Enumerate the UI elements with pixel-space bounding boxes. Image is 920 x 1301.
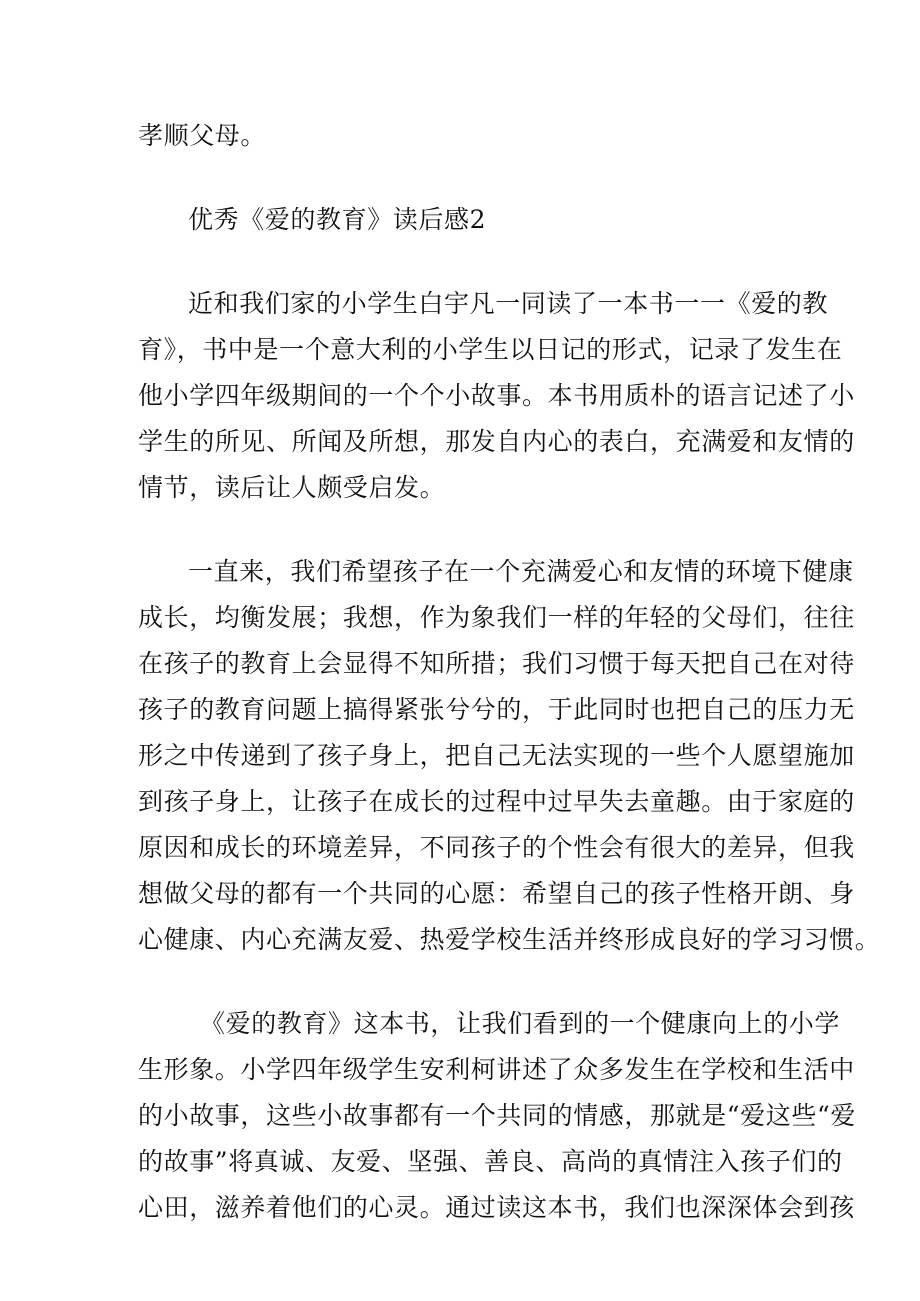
paragraph-1-line-3: 他小学四年级期间的一个个小故事。本书用质朴的语言记述了小 xyxy=(138,381,855,410)
paragraph-1-line-1: 近和我们家的小学生白宇凡一同读了一本书一一《爱的教 xyxy=(188,289,829,318)
paragraph-1-line-4: 学生的所见、所闻及所想，那发自内心的表白，充满爱和友情的 xyxy=(138,427,855,456)
paragraph-1-line-2: 育》，书中是一个意大利的小学生以日记的形式，记录了发生在 xyxy=(138,335,843,364)
paragraph-3-line-4: 的故事”将真诚、友爱、坚强、善良、高尚的真情注入孩子们的 xyxy=(138,1147,843,1176)
paragraph-2-line-3: 在孩子的教育上会显得不知所措；我们习惯于每天把自己在对待 xyxy=(138,649,855,678)
paragraph-2-line-6: 到孩子身上，让孩子在成长的过程中过早失去童趣。由于家庭的 xyxy=(138,787,855,816)
paragraph-2-line-2: 成长，均衡发展；我想，作为象我们一样的年轻的父母们，往往 xyxy=(138,603,855,632)
paragraph-3-line-2: 生形象。小学四年级学生安利柯讲述了众多发生在学校和生活中 xyxy=(138,1055,855,1084)
paragraph-2-line-9: 心健康、内心充满友爱、热爱学校生活并终形成良好的学习习惯。 xyxy=(138,925,881,954)
paragraph-2-line-8: 想做父母的都有一个共同的心愿：希望自己的孩子性格开朗、身 xyxy=(138,879,855,908)
paragraph-2-line-7: 原因和成长的环境差异，不同孩子的个性会有很大的差异，但我 xyxy=(138,833,855,862)
paragraph-3-line-3: 的小故事，这些小故事都有一个共同的情感，那就是“爱这些“爱 xyxy=(138,1101,856,1130)
paragraph-2-line-1: 一直来，我们希望孩子在一个充满爱心和友情的环境下健康 xyxy=(188,557,854,586)
paragraph-3-line-5: 心田，滋养着他们的心灵。通过读这本书，我们也深深体会到孩 xyxy=(138,1193,855,1222)
paragraph-end-line: 孝顺父母。 xyxy=(138,121,267,150)
paragraph-3-line-1: 《爱的教育》这本书，让我们看到的一个健康向上的小学 xyxy=(200,1009,841,1038)
section-heading: 优秀《爱的教育》读后感2 xyxy=(188,205,487,234)
paragraph-1-line-5: 情节，读后让人颇受启发。 xyxy=(138,473,446,502)
paragraph-2-line-5: 形之中传递到了孩子身上，把自己无法实现的一些个人愿望施加 xyxy=(138,741,855,770)
paragraph-2-line-4: 孩子的教育问题上搞得紧张兮兮的，于此同时也把自己的压力无 xyxy=(138,695,855,724)
